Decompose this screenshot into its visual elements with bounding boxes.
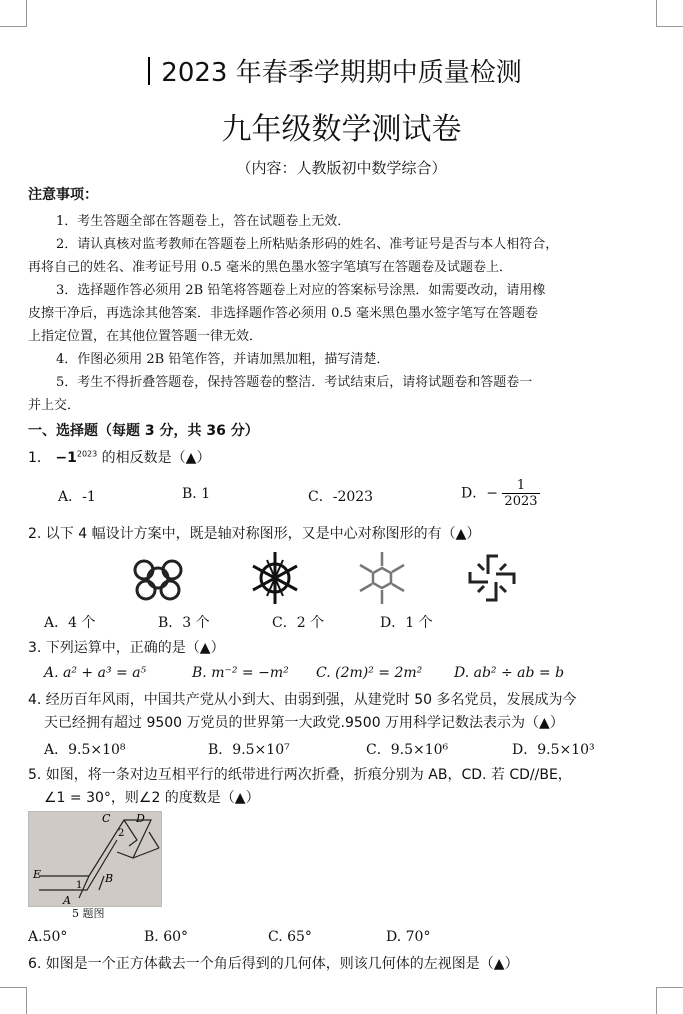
q1-text: 的相反数是（▲） — [101, 450, 211, 466]
fraction-numerator: 1 — [502, 478, 539, 494]
exam-title: 2023 年春季学期期中质量检测 — [161, 58, 522, 88]
question-4-line-2: 天已经拥有超过 9500 万党员的世界第一大政党.9500 万用科学记数法表示为（▲） — [44, 715, 564, 731]
notice-item: 并上交． — [28, 398, 81, 413]
notice-heading: 注意事项： — [28, 187, 98, 203]
notice-item: 3．选择题作答必须用 2B 铅笔将答题卷上对应的答案标号涂黑．如需要改动，请用橡 — [56, 283, 546, 298]
q1-option-d-label: D．− — [461, 485, 498, 502]
q5-option-a: A.50° — [28, 929, 68, 945]
question-5-line-2: ∠1 = 30°，则∠2 的度数是（▲） — [44, 790, 260, 806]
q3-option-d: D. ab² ÷ ab = b — [454, 665, 565, 681]
q5-option-c: C. 65° — [268, 929, 312, 945]
corner-mark-top-left — [0, 0, 27, 27]
q3-option-c: C. (2m)² = 2m² — [316, 665, 423, 681]
question-4-line-1: 4. 经历百年风雨，中国共产党从小到大、由弱到强，从建党时 50 多名党员，发展成为今 — [28, 692, 577, 708]
design-star-figure — [253, 552, 297, 604]
q4-option-d: D．9.5×10³ — [512, 742, 595, 758]
question-1 — [28, 447, 210, 467]
notice-item: 4．作图必须用 2B 铅笔作答，并请加黑加粗，描写清楚． — [56, 352, 390, 367]
q1-option-b: B. 1 — [182, 486, 211, 502]
label-angle-2: 2 — [118, 828, 125, 839]
corner-mark-bottom-left — [0, 987, 27, 1014]
corner-mark-bottom-right — [656, 987, 683, 1014]
q5-option-b: B. 60° — [144, 929, 189, 945]
q5-option-d: D. 70° — [386, 929, 431, 945]
design-knot-figure — [135, 561, 181, 599]
q1-option-a: A．-1 — [58, 489, 96, 505]
fraction-denominator: 2023 — [504, 494, 538, 509]
q4-option-b: B．9.5×10⁷ — [208, 742, 290, 758]
label-c: C — [102, 812, 111, 825]
notice-item: 5．考生不得折叠答题卷，保持答题卷的整洁．考试结束后，请将试题卷和答题卷一 — [56, 375, 533, 390]
notice-item: 2．请认真核对监考教师在答题卷上所粘贴条形码的姓名、准考证号是否与本人相符合， — [56, 237, 559, 252]
label-b: B — [105, 872, 114, 885]
notice-list — [28, 210, 658, 417]
notice-item: 皮擦干净后，再选涂其他答案．非选择题作答必须用 0.5 毫米黑色墨水签字笔写在答题卷 — [28, 306, 538, 321]
q1-exponent: 2023 — [76, 449, 98, 459]
notice-item: 上指定位置，在其他位置答题一律无效． — [28, 329, 263, 344]
notice-item: 再将自己的姓名、准考证号用 0.5 毫米的黑色墨水签字笔填写在答题卷及试题卷上． — [28, 260, 512, 275]
corner-mark-top-right — [656, 0, 683, 27]
label-e: E — [33, 868, 42, 881]
question-3: 3. 下列运算中，正确的是（▲） — [28, 640, 225, 656]
q2-option-a: A．4 个 — [44, 615, 96, 631]
q1-option-c: C．-2023 — [308, 489, 374, 505]
q2-option-c: C．2 个 — [272, 615, 325, 631]
question-2: 2. 以下 4 幅设计方案中，既是轴对称图形，又是中心对称图形的有（▲） — [28, 526, 481, 542]
q1-option-d — [461, 478, 540, 509]
section-choice-heading: 一、选择题（每题 3 分，共 36 分） — [28, 423, 259, 439]
exam-content-note: （内容：人教版初中数学综合） — [236, 159, 447, 177]
label-d: D — [136, 812, 145, 825]
design-snowflake-figure — [360, 552, 404, 604]
question-6: 6. 如图是一个正方体截去一个角后得到的几何体，则该几何体的左视图是（▲） — [28, 956, 519, 972]
label-a: A — [63, 894, 71, 906]
design-pinwheel-figure — [470, 556, 514, 600]
q2-option-b: B．3 个 — [158, 615, 210, 631]
q2-design-figures — [120, 548, 540, 608]
q5-figure-caption: 5 题图 — [72, 907, 105, 920]
q4-option-a: A．9.5×10⁸ — [44, 742, 126, 758]
q2-option-d: D．1 个 — [380, 615, 433, 631]
q1-prefix: 1． — [28, 450, 51, 466]
q3-option-a: A. a² + a³ = a⁵ — [44, 665, 147, 681]
q3-option-b: B. m⁻² = −m² — [192, 665, 289, 681]
label-angle-1: 1 — [76, 880, 83, 891]
exam-subtitle: 九年级数学测试卷 — [221, 112, 462, 147]
q1-base: −1 — [55, 450, 77, 466]
q5-folded-strip-diagram — [29, 812, 161, 906]
q4-option-c: C．9.5×10⁶ — [366, 742, 449, 758]
q1-option-d-fraction — [502, 478, 539, 509]
question-5-line-1: 5. 如图，将一条对边互相平行的纸带进行两次折叠，折痕分别为 AB，CD. 若 CD//BE， — [28, 767, 572, 783]
q5-figure — [28, 811, 162, 907]
notice-item: 1．考生答题全部在答题卷上，答在试题卷上无效． — [56, 214, 351, 229]
